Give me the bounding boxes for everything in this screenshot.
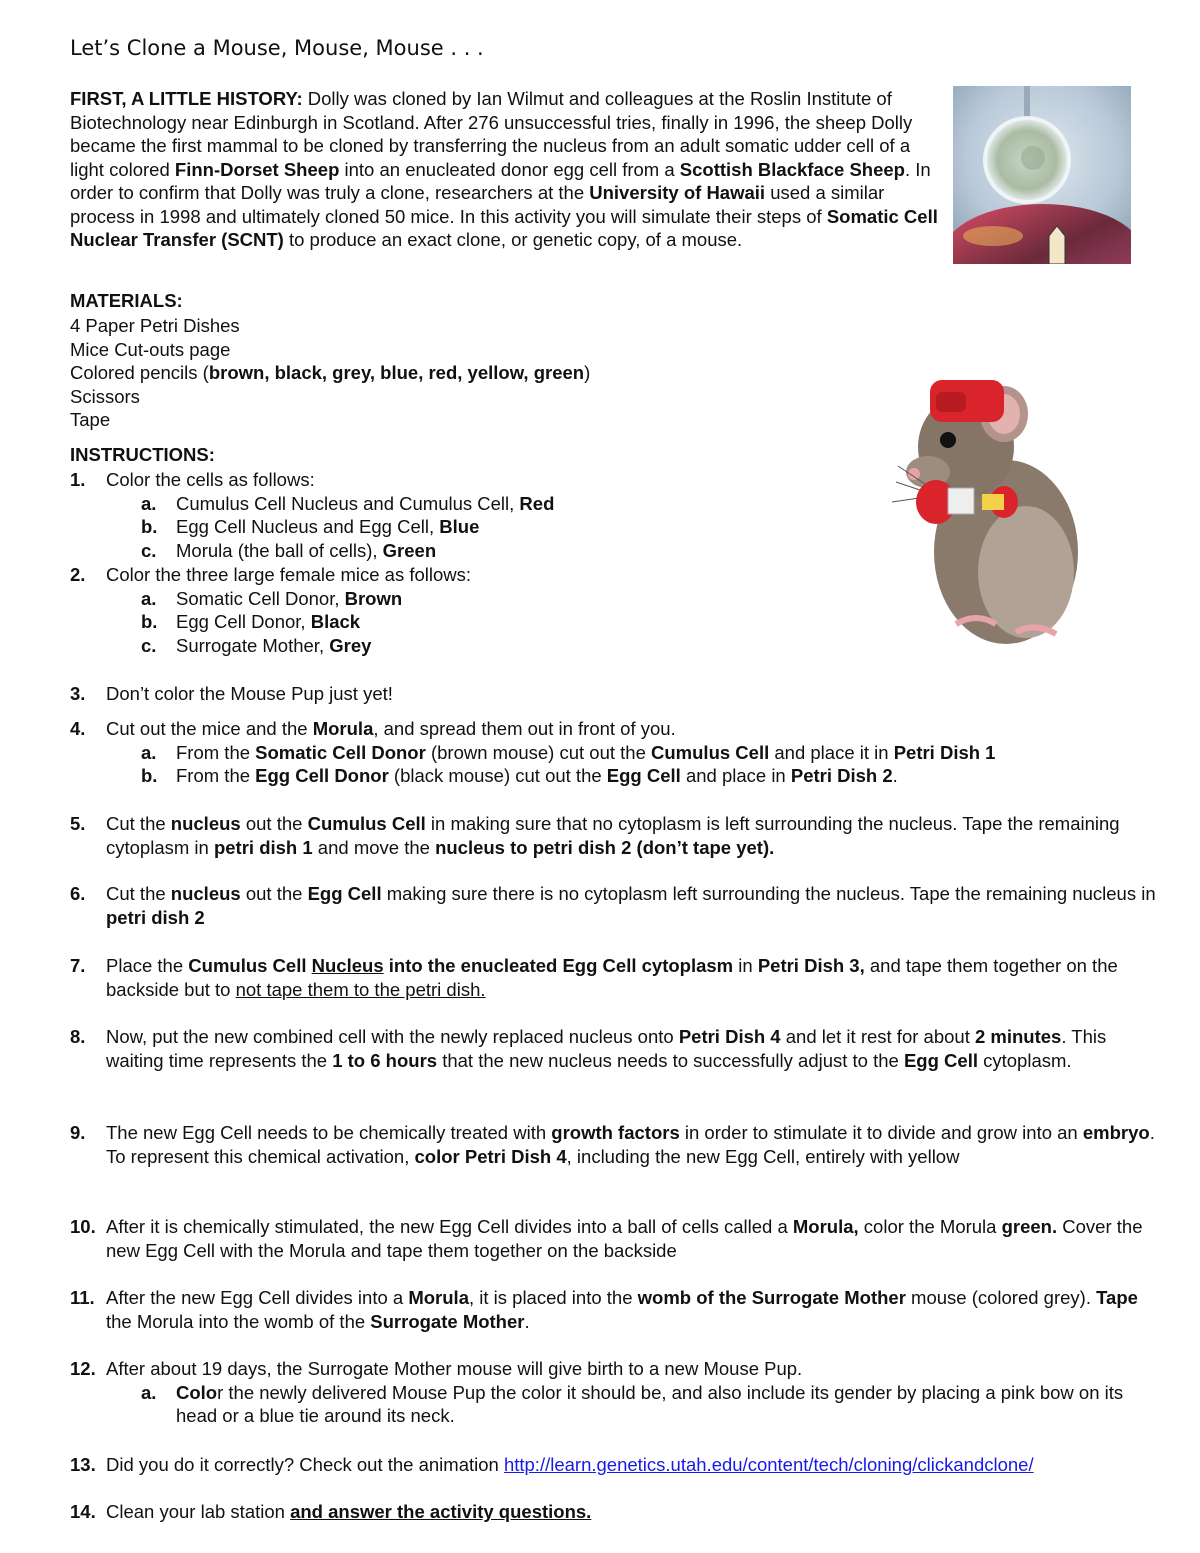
history-text: used a similar process in 1998 and ultimately cloned 50 mice. In this activity you will simulate their steps of (70, 182, 885, 227)
step-text-part: , including the new Egg Cell, entirely with yellow (566, 1145, 960, 1167)
step-14 (70, 1500, 1160, 1524)
sub-step-bold: Blue (439, 516, 480, 537)
sub-step-letter: a. (141, 741, 157, 763)
step-bold: Egg Cell (903, 1049, 978, 1071)
step-bold: color Petri Dish 4 (414, 1145, 567, 1167)
step-bold: Petri Dish 4 (678, 1026, 781, 1047)
step-text-part: that the new nucleus needs to successfully adjust to the (437, 1049, 904, 1071)
step-12 (70, 1357, 1160, 1428)
step-bold: growth factors (551, 1122, 680, 1143)
step-text-part: , and spread them out in front of you. (373, 718, 676, 739)
sub-step-bold: Petri Dish 1 (893, 741, 996, 763)
step-text-part: After the new Egg Cell divides into a (106, 1287, 409, 1308)
step-text-part: and let it rest for about (780, 1026, 975, 1047)
step-bold: nucleus (170, 813, 241, 834)
sub-step-letter: b. (141, 516, 158, 537)
sub-step-text: (black mouse) cut out the (388, 765, 607, 786)
step-bold: Surrogate Mother (370, 1310, 525, 1332)
step-bold-underlined: Nucleus (311, 955, 384, 976)
step-10 (70, 1215, 1160, 1262)
step-text-part: and tape them together on the backside but to (106, 955, 1118, 1000)
step-text (106, 954, 1160, 1001)
step-text-part: mouse (colored grey). (905, 1287, 1097, 1308)
step-text-part: . This waiting time represents the (106, 1026, 1107, 1071)
step-number: 5. (70, 813, 86, 834)
sub-step-text: Egg Cell Nucleus and Egg Cell, (176, 516, 440, 537)
step-bold: Tape (1096, 1287, 1138, 1308)
step-text-part: out the (240, 883, 308, 904)
step-number: 12. (70, 1358, 96, 1379)
step-number: 3. (70, 683, 86, 704)
step-number: 4. (70, 718, 86, 739)
sub-step-bold: Somatic Cell Donor (255, 741, 426, 763)
step-bold: green. (1001, 1216, 1058, 1237)
sub-step (141, 741, 1160, 765)
history-paragraph (70, 87, 940, 252)
sub-step-text: Morula (the ball of cells), (176, 539, 383, 561)
egg-cell-photo (953, 86, 1131, 264)
step-text: Color the three large female mice as follows: (106, 564, 472, 585)
sub-step-bold: Brown (344, 587, 403, 609)
step-text-part: Cut the (106, 813, 171, 834)
step-text (106, 1025, 1160, 1072)
history-text: to produce an exact clone, or genetic copy, of a mouse. (283, 229, 743, 250)
step-bold: nucleus (170, 883, 241, 904)
step-text-part: in (733, 955, 758, 976)
step-bold: Morula (312, 718, 374, 739)
step-text-part: color the Morula (858, 1216, 1002, 1237)
step-bold: 1 to 6 hours (332, 1049, 438, 1071)
step-text-part: in order to stimulate it to divide and grow into an (679, 1122, 1083, 1143)
step-text (106, 882, 1160, 929)
sub-step-text: r the newly delivered Mouse Pup the color it should be, and also include its gender by placing a pink bow on its head or a blue tie around its neck. (176, 1381, 1124, 1426)
step-bold: embryo (1082, 1122, 1150, 1143)
step-number: 8. (70, 1026, 86, 1047)
step-1 (70, 468, 1160, 562)
history-text: Dolly was cloned by Ian Wilmut and colleagues at the Roslin Institute of Biotechnology near Edinburgh in Scotland. After 276 unsuccessful tries, finally in 1996, the sheep Dolly became the first mammal to be cloned by transferring the nucleus from an adult somatic udder cell of a light colored (70, 88, 913, 180)
sub-step (141, 634, 1160, 658)
step-4 (70, 717, 1160, 788)
step-number: 14. (70, 1501, 96, 1522)
history-bold: Scottish Blackface Sheep (679, 158, 905, 180)
step-bold: petri dish 1 (213, 836, 313, 858)
step-text-part: Did you do it correctly? Check out the animation (106, 1454, 504, 1475)
step-text-part: out the (240, 813, 308, 834)
step-text-part: After it is chemically stimulated, the new Egg Cell divides into a ball of cells called a (106, 1216, 793, 1237)
step-text (106, 717, 1160, 741)
history-label: FIRST, A LITTLE HISTORY: (70, 88, 303, 109)
step-text (106, 812, 1160, 859)
animation-link[interactable]: http://learn.genetics.utah.edu/content/tech/cloning/clickandclone/ (503, 1454, 1034, 1475)
step-number: 6. (70, 883, 86, 904)
step-text-part: Cut the (106, 883, 171, 904)
step-bold: Morula, (792, 1216, 859, 1237)
step-6 (70, 882, 1160, 929)
step-bold-underlined: and answer the activity questions. (290, 1501, 592, 1522)
step-text-part: Cut out the mice and the (106, 718, 313, 739)
step-text-part: Cover the new Egg Cell with the Morula and tape them together on the backside (106, 1216, 1143, 1261)
sub-step-bold: Grey (329, 634, 372, 656)
materials-item: 4 Paper Petri Dishes (70, 315, 240, 336)
sub-step (141, 587, 1160, 611)
materials-item (70, 361, 590, 385)
step-number: 11. (70, 1287, 95, 1308)
step-underlined: not tape them to the petri dish. (235, 978, 486, 1000)
sub-step-bold: Colo (176, 1381, 218, 1403)
sub-step-letter: a. (141, 1381, 157, 1403)
sub-step-letter: c. (141, 539, 157, 561)
step-text: Color the cells as follows: (106, 469, 315, 490)
step-bold: Petri Dish 3, (757, 955, 865, 976)
step-number: 7. (70, 955, 86, 976)
sub-step (141, 1381, 1136, 1428)
step-text-part: Place the (106, 955, 189, 976)
step-text-part: and move the (312, 836, 436, 858)
sub-step-bold: Petri Dish 2 (790, 765, 893, 786)
sub-step-letter: a. (141, 587, 157, 609)
sub-step-text: and place it in (769, 741, 894, 763)
history-text: into an enucleated donor egg cell from a (339, 158, 680, 180)
step-number: 13. (70, 1454, 96, 1475)
sub-step-letter: b. (141, 765, 158, 786)
sub-step-bold: Black (310, 611, 361, 632)
step-text (106, 1500, 1160, 1524)
step-text (106, 1453, 1160, 1477)
sub-step (141, 764, 1160, 788)
sub-step (141, 539, 1160, 563)
step-bold: nucleus to petri dish 2 (don’t tape yet). (435, 836, 775, 858)
step-11 (70, 1286, 1160, 1333)
step-text-part: The new Egg Cell needs to be chemically treated with (106, 1122, 552, 1143)
step-bold: petri dish 2 (106, 906, 205, 928)
materials-item: Tape (70, 409, 111, 431)
step-13 (70, 1453, 1160, 1477)
step-bold: Cumulus Cell (188, 955, 312, 976)
history-bold: Finn-Dorset Sheep (174, 158, 340, 180)
step-2 (70, 563, 1160, 657)
page-title: Let’s Clone a Mouse, Mouse, Mouse . . . (70, 36, 484, 60)
step-text-part: the Morula into the womb of the (106, 1310, 371, 1332)
step-text-part: , it is placed into the (468, 1287, 638, 1308)
step-text: After about 19 days, the Surrogate Mother mouse will give birth to a new Mouse Pup. (106, 1358, 803, 1379)
step-bold: into the enucleated Egg Cell cytoplasm (383, 955, 734, 976)
step-bold: Cumulus Cell (307, 813, 426, 834)
step-number: 9. (70, 1122, 86, 1143)
history-text: . In order to confirm that Dolly was truly a clone, researchers at the (70, 158, 931, 203)
materials-colors: brown, black, grey, blue, red, yellow, green (208, 362, 585, 384)
sub-step-text: Cumulus Cell Nucleus and Cumulus Cell, (176, 492, 520, 514)
sub-step (141, 492, 1160, 516)
sub-step-text: Egg Cell Donor, (176, 611, 311, 632)
history-bold: University of Hawaii (589, 182, 766, 203)
materials-item: Scissors (70, 385, 140, 407)
sub-step-text: From the (176, 741, 256, 763)
step-text-part: making sure there is no cytoplasm left surrounding the nucleus. Tape the remaining nucleus in (381, 883, 1156, 904)
step-bold: 2 minutes (974, 1026, 1062, 1047)
sub-step-text: Somatic Cell Donor, (176, 587, 345, 609)
step-text-part: cytoplasm. (977, 1049, 1072, 1071)
step-number: 1. (70, 469, 86, 490)
sub-step-bold: Cumulus Cell (651, 741, 770, 763)
step-text-part: . (524, 1310, 530, 1332)
sub-step-bold: Green (382, 539, 437, 561)
step-text (106, 1286, 1160, 1333)
step-text-part: in making sure that no cytoplasm is left surrounding the nucleus. Tape the remaining cytoplasm in (106, 813, 1120, 858)
step-text (106, 1121, 1160, 1168)
sub-step-text: and place in (680, 765, 791, 786)
materials-text: Colored pencils ( (70, 362, 209, 384)
sub-step-text: Surrogate Mother, (176, 634, 330, 656)
step-7 (70, 954, 1160, 1001)
step-text-part: . To represent this chemical activation, (106, 1122, 1155, 1167)
sub-step-bold: Red (519, 492, 555, 514)
step-number: 10. (70, 1216, 96, 1237)
step-9 (70, 1121, 1160, 1168)
step-number: 2. (70, 564, 86, 585)
materials-list (70, 314, 590, 432)
step-text: Don’t color the Mouse Pup just yet! (106, 683, 393, 704)
step-bold: womb of the Surrogate Mother (637, 1287, 906, 1308)
step-3 (70, 682, 1160, 706)
step-text-part: Now, put the new combined cell with the newly replaced nucleus onto (106, 1026, 679, 1047)
materials-text: ) (584, 362, 591, 384)
sub-step-letter: a. (141, 492, 157, 514)
sub-step-bold: Egg Cell (606, 765, 681, 786)
instructions-heading: INSTRUCTIONS: (70, 444, 215, 465)
step-bold: Egg Cell (307, 883, 382, 904)
sub-step-letter: c. (141, 634, 157, 656)
step-text (106, 1215, 1160, 1262)
sub-step-text: (brown mouse) cut out the (425, 741, 652, 763)
materials-item: Mice Cut-outs page (70, 338, 231, 360)
history-bold: Somatic Cell Nuclear Transfer (SCNT) (70, 205, 938, 250)
sub-step-letter: b. (141, 611, 158, 632)
step-5 (70, 812, 1160, 859)
sub-step-text: From the (176, 765, 256, 786)
sub-step-text: . (892, 765, 898, 786)
sub-step (141, 515, 1160, 539)
step-bold: Morula (408, 1287, 469, 1308)
step-text-part: Clean your lab station (106, 1501, 291, 1522)
sub-step-bold: Egg Cell Donor (255, 765, 389, 786)
materials-heading: MATERIALS: (70, 290, 183, 311)
sub-step (141, 610, 1160, 634)
step-8 (70, 1025, 1160, 1072)
